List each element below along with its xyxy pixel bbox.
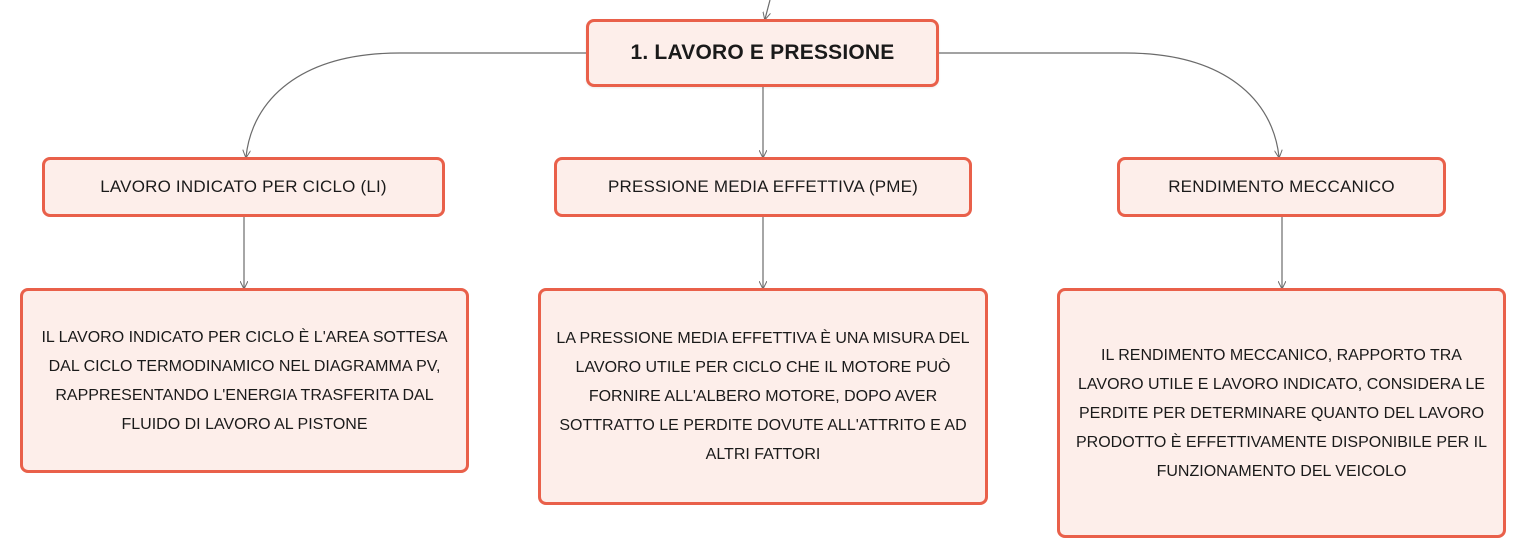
branch-node-label: LAVORO INDICATO PER CICLO (LI) bbox=[100, 177, 387, 196]
root-node-label: 1. LAVORO E PRESSIONE bbox=[630, 41, 895, 64]
description-node-lavoro-indicato[interactable] bbox=[20, 288, 469, 473]
description-text: LA PRESSIONE MEDIA EFFETTIVA È UNA MISURA DEL LAVORO UTILE PER CICLO CHE IL MOTORE PUÒ FORNIRE ALL'ALBERO MOTORE, DOPO AVER SOTTRATTO LE PERDITE DOVUTE ALL'ATTRITO E AD ALTRI FATTORI bbox=[556, 330, 970, 463]
branch-node-lavoro-indicato[interactable] bbox=[42, 157, 445, 217]
connector-root-branch-3 bbox=[939, 53, 1279, 157]
description-text: IL LAVORO INDICATO PER CICLO È L'AREA SOTTESA DAL CICLO TERMODINAMICO NEL DIAGRAMMA PV, RAPPRESENTANDO L'ENERGIA TRASFERITA DAL FLUIDO DI LAVORO AL PISTONE bbox=[41, 328, 448, 433]
root-node[interactable] bbox=[586, 19, 939, 87]
branch-node-rendimento[interactable] bbox=[1117, 157, 1446, 217]
incoming-connector bbox=[765, 0, 770, 19]
branch-node-pressione-media[interactable] bbox=[554, 157, 972, 217]
description-node-pressione-media[interactable] bbox=[538, 288, 988, 505]
branch-node-label: RENDIMENTO MECCANICO bbox=[1168, 177, 1395, 196]
description-node-rendimento[interactable] bbox=[1057, 288, 1506, 538]
connector-root-branch-1 bbox=[246, 53, 586, 157]
branch-node-label: PRESSIONE MEDIA EFFETTIVA (PME) bbox=[607, 177, 919, 196]
description-text: IL RENDIMENTO MECCANICO, RAPPORTO TRA LAVORO UTILE E LAVORO INDICATO, CONSIDERA LE PERDITE PER DETERMINARE QUANTO DEL LAVORO PRODOTTO È EFFETTIVAMENTE DISPONIBILE PER IL FUNZIONAMENTO DEL VEICOLO bbox=[1075, 346, 1488, 480]
